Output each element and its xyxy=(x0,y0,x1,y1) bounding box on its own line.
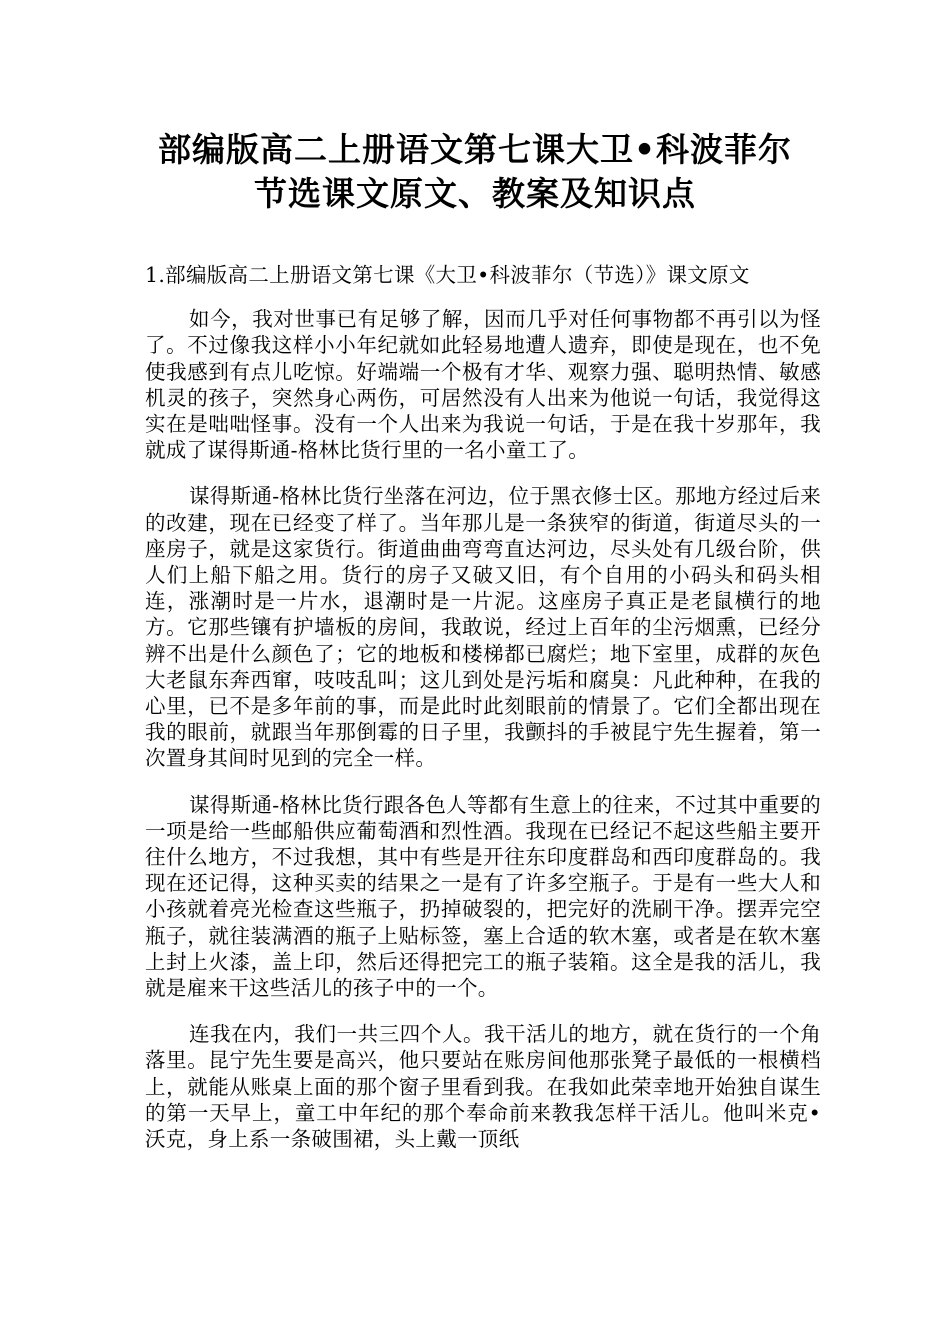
document-body xyxy=(145,262,821,1172)
title-line-2: 节选课文原文、教案及知识点 xyxy=(254,174,696,213)
paragraph-2: 谋得斯通-格林比货行坐落在河边，位于黑衣修士区。那地方经过后来的改建，现在已经变了样了。当年那儿是一条狭窄的街道，街道尽头的一座房子，就是这家货行。街道曲曲弯弯直达河边，尽头处有几级台阶，供人们上船下船之用。货行的房子又破又旧，有个自用的小码头和码头相连，涨潮时是一片水，退潮时是一片泥。这座房子真正是老鼠横行的地方。它那些镶有护墙板的房间，我敢说，经过上百年的尘污烟熏，已经分辨不出是什么颜色了；它的地板和楼梯都已腐烂；地下室里，成群的灰色大老鼠东奔西窜，吱吱乱叫；这儿到处是污垢和腐臭：凡此种种，在我的心里，已不是多年前的事，而是此时此刻眼前的情景了。它们全都出现在我的眼前，就跟当年那倒霉的日子里，我颤抖的手被昆宁先生握着，第一次置身其间时见到的完全一样。 xyxy=(145,484,821,771)
title-line-1: 部编版高二上册语文第七课大卫•科波菲尔 xyxy=(157,130,793,169)
paragraph-1: 如今，我对世事已有足够了解，因而几乎对任何事物都不再引以为怪了。不过像我这样小小年纪就如此轻易地遭人遗弃，即使是现在，也不免使我感到有点儿吃惊。好端端一个极有才华、观察力强、聪明热情、敏感机灵的孩子，突然身心两伤，可居然没有人出来为他说一句话，我觉得这实在是咄咄怪事。没有一个人出来为我说一句话，于是在我十岁那年，我就成了谋得斯通-格林比货行里的一名小童工了。 xyxy=(145,307,821,463)
section-heading: 1.部编版高二上册语文第七课《大卫•科波菲尔（节选）》课文原文 xyxy=(145,263,750,287)
paragraph-3: 谋得斯通-格林比货行跟各色人等都有生意上的往来，不过其中重要的一项是给一些邮船供应葡萄酒和烈性酒。我现在已经记不起这些船主要开往什么地方，不过我想，其中有些是开往东印度群岛和西印度群岛的。我现在还记得，这种买卖的结果之一是有了许多空瓶子。于是有一些大人和小孩就着亮光检查这些瓶子，扔掉破裂的，把完好的洗刷干净。摆弄完空瓶子，就往装满酒的瓶子上贴标签，塞上合适的软木塞，或者是在软木塞上封上火漆，盖上印，然后还得把完工的瓶子装箱。这全是我的活儿，我就是雇来干这些活儿的孩子中的一个。 xyxy=(145,792,821,1001)
paragraph-4: 连我在内，我们一共三四个人。我干活儿的地方，就在货行的一个角落里。昆宁先生要是高兴，他只要站在账房间他那张凳子最低的一根横档上，就能从账桌上面的那个窗子里看到我。在我如此荣幸地开始独自谋生的第一天早上，童工中年纪的那个奉命前来教我怎样干活儿。他叫米克•沃克，身上系一条破围裙，头上戴一顶纸 xyxy=(145,1022,821,1152)
document-title xyxy=(120,128,830,216)
